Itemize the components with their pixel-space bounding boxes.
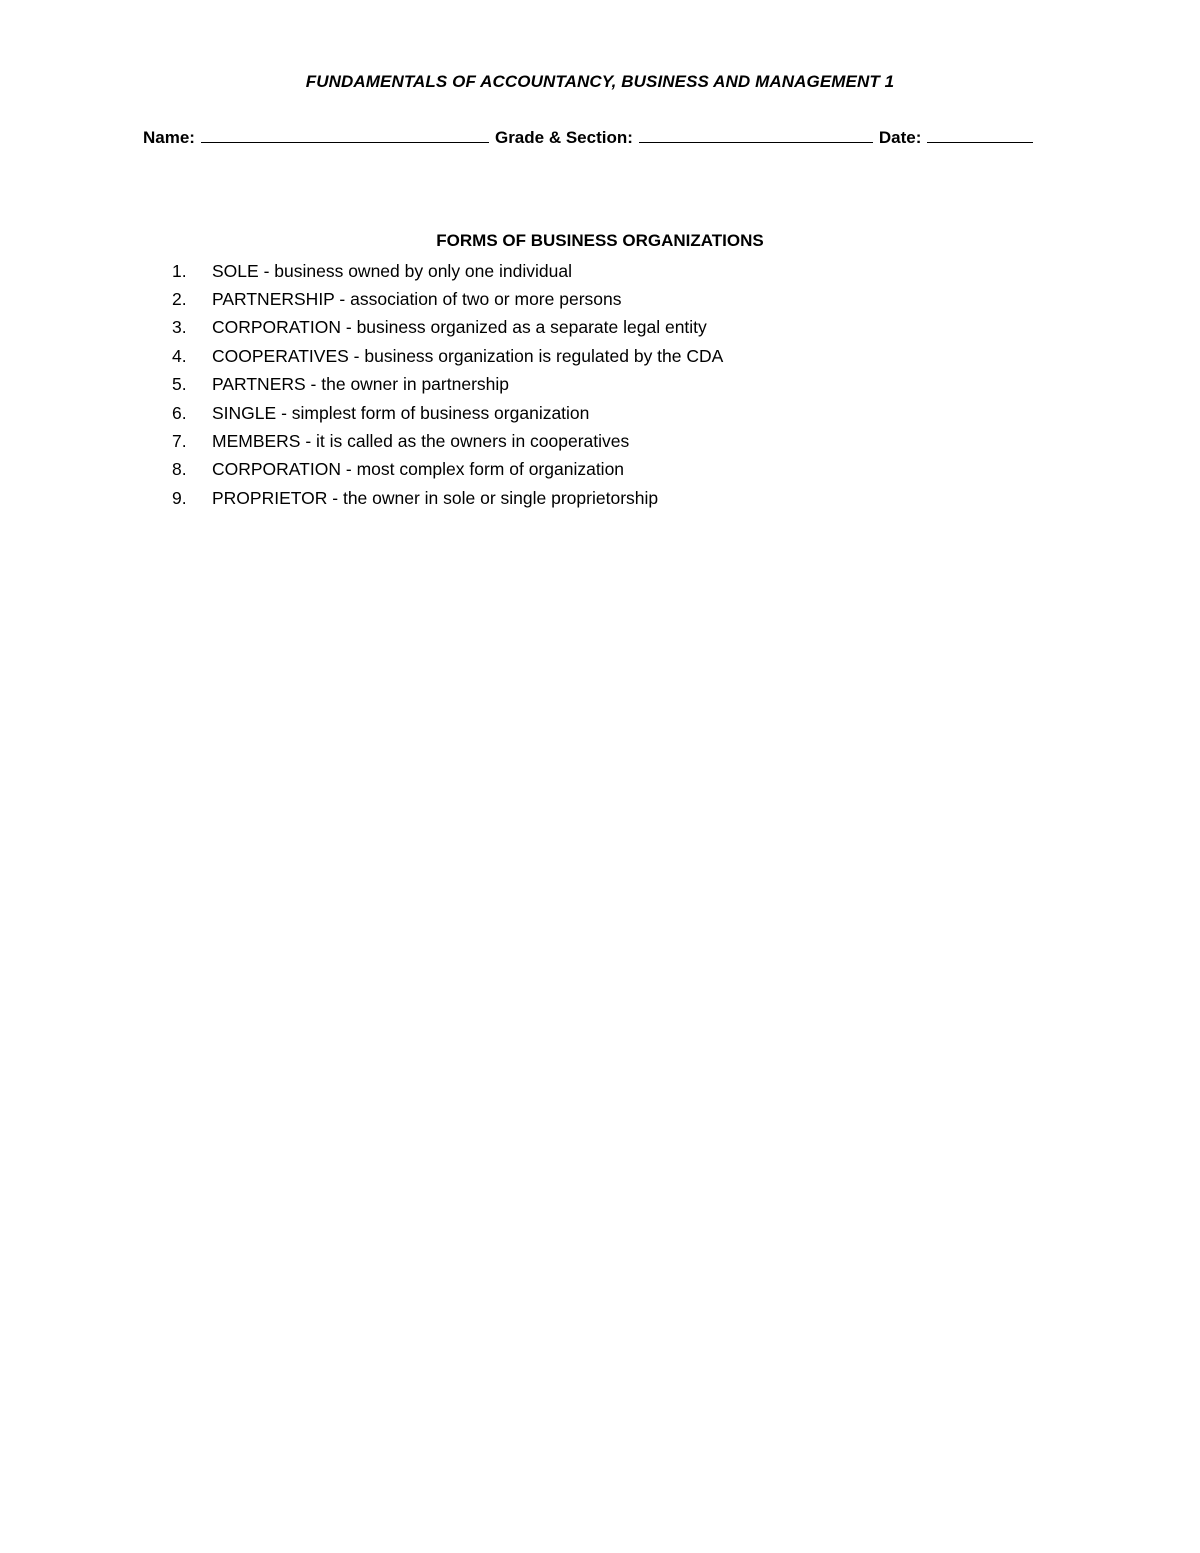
item-definition: simplest form of business organization [291, 402, 590, 423]
item-definition: business organization is regulated by the CDA [364, 345, 724, 366]
item-term: SINGLE - [212, 403, 292, 423]
item-number: 8. [172, 459, 187, 480]
item-definition: it is called as the owners in cooperatives [316, 431, 630, 452]
name-label: Name: [143, 128, 195, 147]
answer-list [172, 257, 723, 513]
item-number: 6. [172, 402, 187, 423]
item-text [212, 459, 624, 480]
item-term: MEMBERS - [212, 431, 316, 451]
item-text [212, 289, 622, 310]
item-text [212, 488, 658, 509]
item-number: 4. [172, 345, 187, 366]
item-text [212, 261, 572, 282]
grade-section-label: Grade & Section: [494, 128, 633, 147]
item-term: COOPERATIVES - [212, 346, 364, 366]
item-term: CORPORATION - [212, 459, 357, 479]
item-number: 5. [172, 374, 187, 395]
item-text [212, 317, 707, 338]
document-title: FUNDAMENTALS OF ACCOUNTANCY, BUSINESS AND MANAGEMENT 1 [305, 72, 895, 91]
date-label: Date: [878, 128, 922, 147]
item-text [212, 346, 723, 367]
item-definition: most complex form of organization [356, 459, 625, 480]
grade-section-blank-line [639, 124, 873, 143]
item-term: SOLE - [212, 261, 274, 281]
item-number: 1. [172, 260, 187, 281]
list-item [172, 257, 723, 285]
item-definition: the owner in sole or single proprietorship [342, 487, 659, 508]
item-number: 7. [172, 431, 187, 452]
list-item [172, 484, 723, 512]
item-number: 9. [172, 487, 187, 508]
list-item [172, 314, 723, 342]
item-number: 3. [172, 317, 187, 338]
list-item [172, 342, 723, 370]
name-blank-line [201, 124, 489, 143]
item-definition: business owned by only one individual [274, 260, 572, 281]
item-text [212, 374, 509, 395]
item-text [212, 403, 589, 424]
item-definition: business organized as a separate legal entity [356, 317, 707, 338]
section-heading: FORMS OF BUSINESS ORGANIZATIONS [436, 231, 764, 250]
date-blank-line [927, 124, 1033, 143]
list-item [172, 285, 723, 313]
list-item [172, 371, 723, 399]
item-text [212, 431, 629, 452]
list-item [172, 427, 723, 455]
item-term: PARTNERS - [212, 374, 321, 394]
item-number: 2. [172, 289, 187, 310]
item-definition: the owner in partnership [321, 374, 509, 395]
list-item [172, 456, 723, 484]
list-item [172, 399, 723, 427]
item-term: PARTNERSHIP - [212, 289, 350, 309]
student-info-row [143, 124, 1063, 148]
item-definition: association of two or more persons [350, 289, 622, 310]
item-term: PROPRIETOR - [212, 488, 343, 508]
item-term: CORPORATION - [212, 317, 357, 337]
